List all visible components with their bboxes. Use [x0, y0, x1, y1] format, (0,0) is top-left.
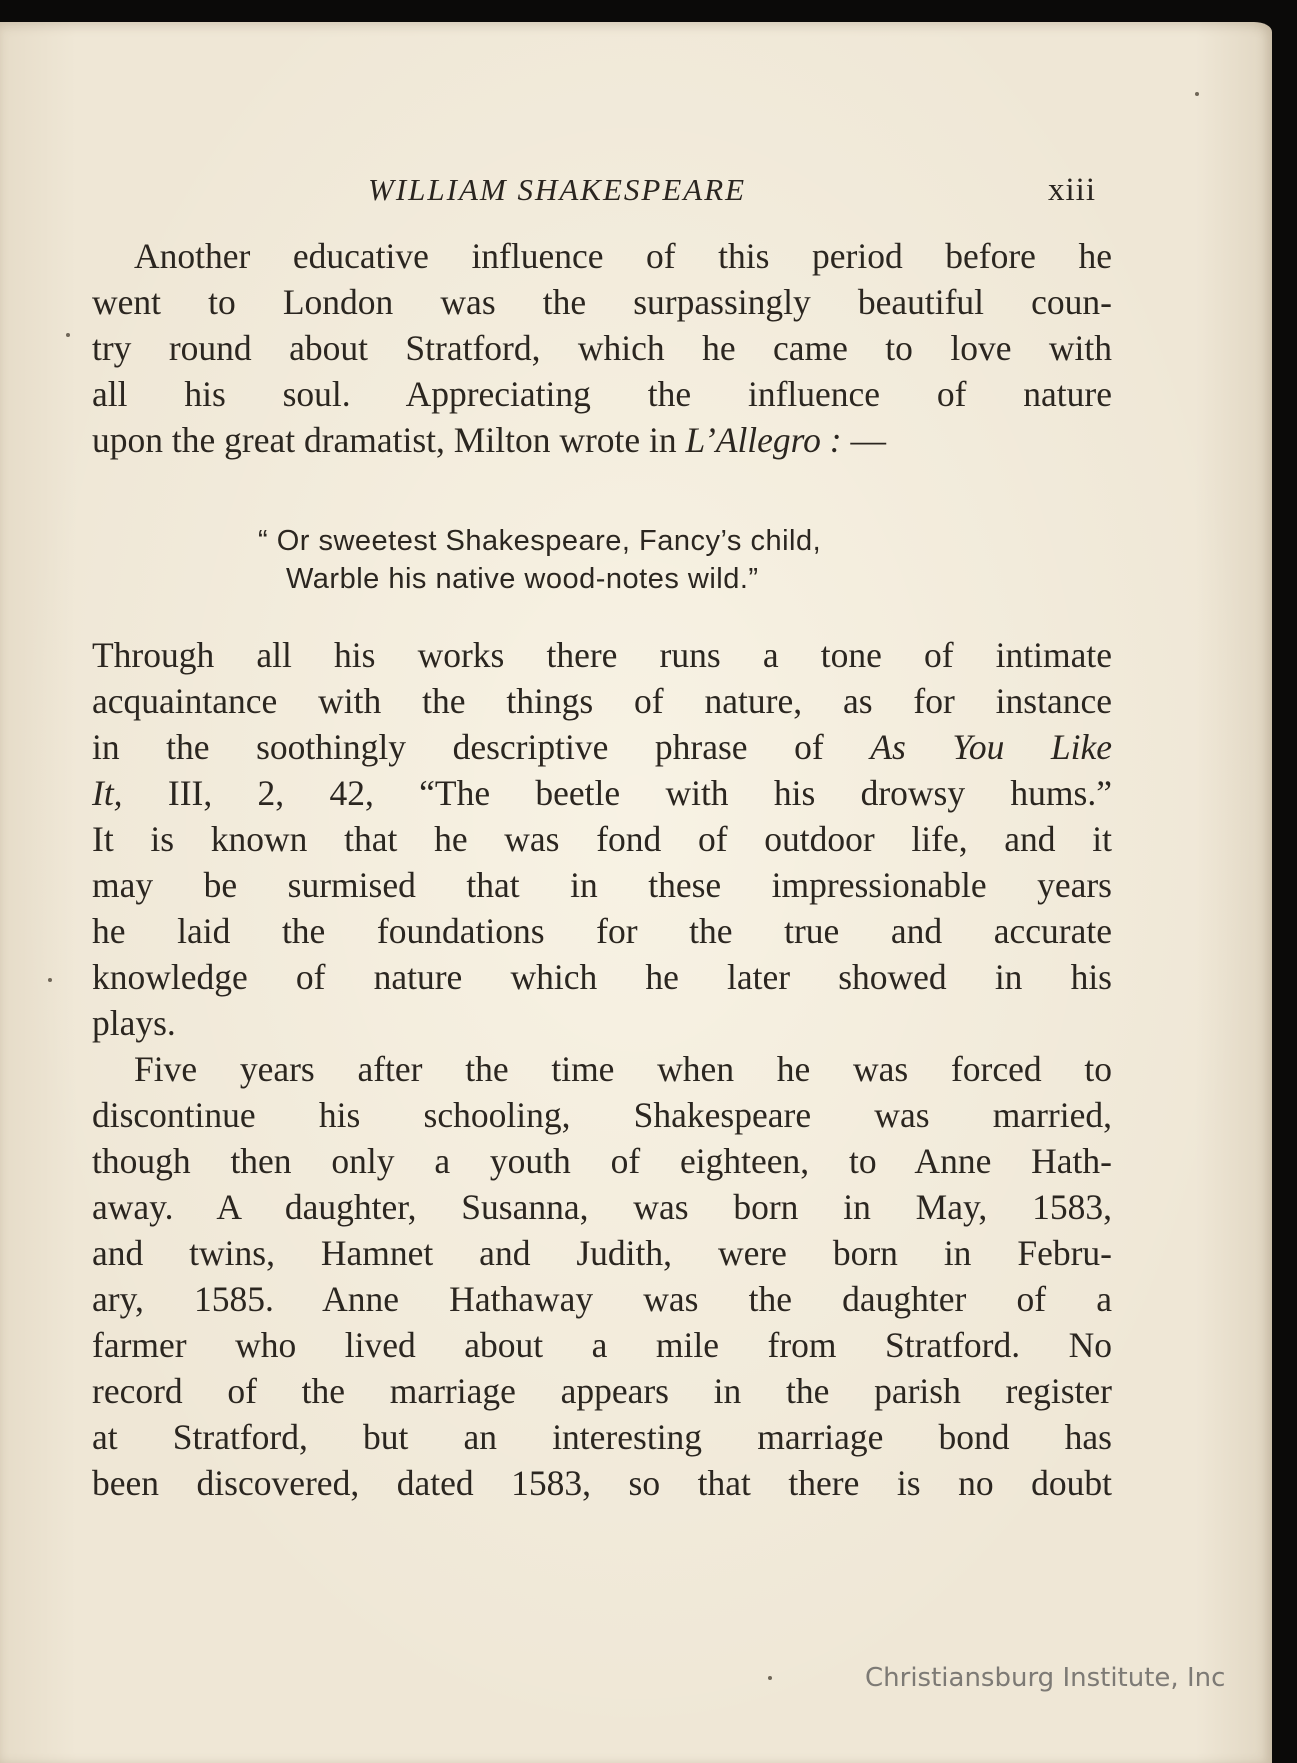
italic-title: L’Allegro : — [685, 420, 842, 460]
paragraph2-line — [92, 724, 1112, 770]
italic-title: It, — [92, 773, 123, 813]
paragraph3-line: away. A daughter, Susanna, was born in May, 1583, — [92, 1187, 1112, 1227]
paragraph2-line: Through all his works there runs a tone of intimate — [92, 635, 1112, 675]
paragraph3-line: at Stratford, but an interesting marriage bond has — [92, 1417, 1112, 1457]
paragraph1-line: try round about Stratford, which he came to love with — [92, 328, 1112, 368]
paper-speck — [66, 333, 70, 337]
paragraph1-line: went to London was the surpassingly beautiful coun- — [92, 282, 1112, 322]
paragraph2-last-line: plays. — [92, 1003, 176, 1043]
paragraph3-line: discontinue his schooling, Shakespeare was married, — [92, 1095, 1112, 1135]
running-title: WILLIAM SHAKESPEARE — [368, 172, 747, 207]
paper-speck — [48, 978, 52, 982]
paper-speck — [1195, 92, 1199, 96]
paragraph2-line: may be surmised that in these impressionable years — [92, 865, 1112, 905]
text-run: — — [841, 420, 887, 460]
paragraph3-line: Five years after the time when he was forced to — [134, 1049, 1112, 1089]
paragraph3-line: farmer who lived about a mile from Stratford. No — [92, 1325, 1112, 1365]
paragraph2-line: he laid the foundations for the true and accurate — [92, 911, 1112, 951]
paragraph3-line: record of the marriage appears in the parish register — [92, 1371, 1112, 1411]
paragraph3-line: though then only a youth of eighteen, to Anne Hath- — [92, 1141, 1112, 1181]
text-run: in the soothingly descriptive phrase of — [92, 727, 871, 767]
text-run: upon the great dramatist, Milton wrote in — [92, 420, 686, 460]
paragraph3-line: ary, 1585. Anne Hathaway was the daughter of a — [92, 1279, 1112, 1319]
quotation-line: Warble his native wood-notes wild.” — [286, 563, 759, 595]
quotation-line: “ Or sweetest Shakespeare, Fancy’s child, — [258, 525, 822, 557]
page-number: xiii — [1048, 172, 1097, 208]
paragraph2-line: It is known that he was fond of outdoor life, and it — [92, 819, 1112, 859]
paragraph2-line: acquaintance with the things of nature, as for instance — [92, 681, 1112, 721]
paragraph3-line: been discovered, dated 1583, so that there is no doubt — [92, 1463, 1112, 1503]
paragraph1-line: Another educative influence of this period before he — [134, 236, 1112, 276]
italic-title: As You Like — [870, 727, 1113, 767]
running-head — [0, 172, 1297, 212]
paragraph1-line: all his soul. Appreciating the influence of nature — [92, 374, 1112, 414]
text-run: III, 2, 42, “The beetle with his drowsy hums.” — [122, 773, 1112, 813]
paragraph2-line — [92, 770, 1112, 816]
paragraph3-line: and twins, Hamnet and Judith, were born in Febru- — [92, 1233, 1112, 1273]
watermark: Christiansburg Institute, Inc — [865, 1663, 1226, 1693]
paragraph2-line: knowledge of nature which he later showed in his — [92, 957, 1112, 997]
paper-speck — [768, 1676, 772, 1680]
paragraph1-last-line — [92, 417, 1112, 463]
